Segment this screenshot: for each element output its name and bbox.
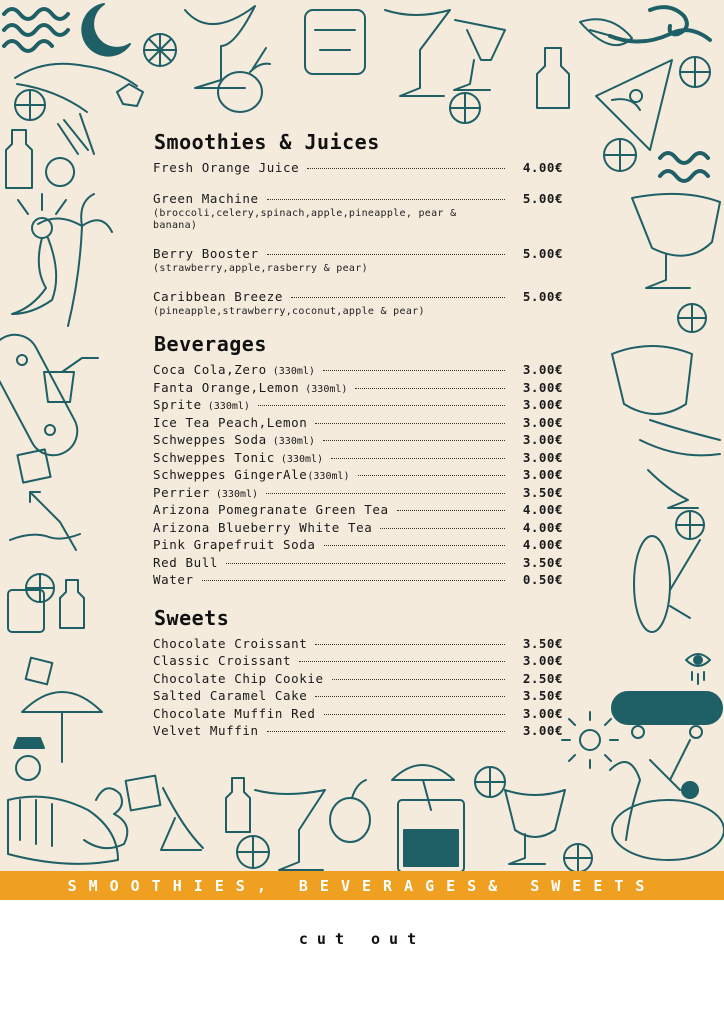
item-price: 3.00€ xyxy=(522,432,563,447)
item-price: 4.00€ xyxy=(522,502,563,517)
menu-item xyxy=(153,362,563,380)
dot-leader xyxy=(397,510,505,511)
menu-item xyxy=(153,502,563,520)
plate-doodle xyxy=(634,536,700,632)
item-name: Classic Croissant xyxy=(153,653,292,668)
item-price: 2.50€ xyxy=(522,670,563,686)
menu-item xyxy=(153,572,563,590)
item-name: Ice Tea Peach,Lemon xyxy=(153,414,308,430)
menu-item xyxy=(153,555,563,573)
item-name: Chocolate Croissant xyxy=(153,635,308,651)
dot-leader xyxy=(332,679,505,680)
eye-doodle xyxy=(686,654,710,684)
item-price: 4.00€ xyxy=(522,160,563,175)
item-name: Arizona Blueberry White Tea xyxy=(153,519,373,535)
waves-doodle xyxy=(4,9,68,51)
item-price: 3.00€ xyxy=(522,379,563,395)
menu-item xyxy=(153,246,563,275)
item-name: Red Bull xyxy=(153,554,219,570)
item-price: 3.00€ xyxy=(522,723,563,738)
dot-leader xyxy=(315,644,505,645)
item-name: Arizona Pomegranate Green Tea xyxy=(153,502,389,517)
category-banner xyxy=(0,871,724,900)
banner-text: SMOOTHIES, BEVERAGES& SWEETS xyxy=(67,876,657,895)
menu-item xyxy=(153,160,563,177)
dot-leader xyxy=(299,661,505,662)
item-name: Perrier xyxy=(153,484,210,500)
duck-doodle xyxy=(84,788,127,848)
menu-content xyxy=(153,130,563,741)
dot-leader xyxy=(266,493,505,494)
dot-leader xyxy=(307,168,505,169)
item-name: Salted Caramel Cake xyxy=(153,688,308,703)
right-hand-glass-doodle xyxy=(612,346,720,508)
menu-item xyxy=(153,653,563,671)
item-price: 0.50€ xyxy=(522,572,563,587)
menu-item xyxy=(153,415,563,433)
dot-leader xyxy=(315,423,505,424)
item-price: 3.50€ xyxy=(522,484,563,500)
menu-item xyxy=(153,671,563,689)
dot-leader xyxy=(315,696,505,697)
juices-section xyxy=(153,130,563,318)
item-name: Pink Grapefruit Soda xyxy=(153,537,316,552)
cut-out-label: cut out xyxy=(298,930,426,948)
item-price: 5.00€ xyxy=(522,289,563,304)
menu-item xyxy=(153,380,563,398)
palm-tree-doodle xyxy=(38,194,112,326)
dot-leader xyxy=(226,563,505,564)
item-price: 4.00€ xyxy=(522,537,563,552)
item-size: (330ml) xyxy=(305,383,348,395)
item-description: (strawberry,apple,rasberry & pear) xyxy=(153,263,368,274)
dot-leader xyxy=(358,475,505,476)
section-title-beverages: Beverages xyxy=(154,332,267,356)
item-name: Fanta Orange,Lemon xyxy=(153,379,300,395)
item-price: 4.00€ xyxy=(522,519,563,535)
item-name: Sprite xyxy=(153,397,202,412)
menu-item xyxy=(153,636,563,654)
item-size: (330ml) xyxy=(307,471,350,482)
pizza-slice-doodle xyxy=(596,60,672,150)
menu-item xyxy=(153,450,563,468)
item-name: Fresh Orange Juice xyxy=(153,160,300,175)
mermaid-doodle xyxy=(12,194,66,314)
dot-leader xyxy=(323,440,505,441)
umbrella-drink-doodle xyxy=(22,692,102,762)
item-price: 5.00€ xyxy=(522,191,563,206)
menu-item xyxy=(153,485,563,503)
section-title-sweets: Sweets xyxy=(154,605,230,630)
umbrella-glass-doodle xyxy=(392,765,464,871)
dot-leader xyxy=(324,545,505,546)
menu-item xyxy=(153,191,563,232)
item-size: (330ml) xyxy=(272,366,315,377)
arrow-hand-doodle xyxy=(10,492,80,550)
menu-item xyxy=(153,467,563,485)
menu-item xyxy=(153,706,563,724)
item-name: Green Machine xyxy=(153,191,259,206)
item-price: 3.00€ xyxy=(522,653,563,668)
item-description: (pineapple,strawberry,coconut,apple & pear) xyxy=(153,306,425,317)
menu-item xyxy=(153,520,563,538)
dot-leader xyxy=(380,528,505,529)
item-name: Velvet Muffin xyxy=(153,723,259,738)
item-name: Chocolate Chip Cookie xyxy=(153,670,324,686)
dot-leader xyxy=(267,254,505,255)
skeleton-hand-doodle xyxy=(46,114,94,186)
item-price: 3.00€ xyxy=(522,705,563,721)
menu-item xyxy=(153,397,563,415)
menu-item xyxy=(153,289,563,318)
item-name: Coca Cola,Zero xyxy=(153,362,267,377)
menu-item xyxy=(153,537,563,555)
menu-item xyxy=(153,688,563,706)
dot-leader xyxy=(331,458,505,459)
item-description: (broccoli,celery,spinach,apple,pineapple, pear & banana) xyxy=(153,208,457,231)
item-price: 3.00€ xyxy=(522,467,563,482)
section-title-juices: Smoothies & Juices xyxy=(154,130,380,154)
item-price: 3.00€ xyxy=(522,362,563,377)
item-price: 3.50€ xyxy=(522,688,563,703)
item-name: Berry Booster xyxy=(153,246,259,261)
item-size: (330ml) xyxy=(207,401,250,412)
sun-doodle xyxy=(562,712,618,768)
dot-leader xyxy=(202,580,505,581)
dot-leader xyxy=(355,388,505,389)
item-price: 3.00€ xyxy=(522,449,563,465)
sweets-section xyxy=(153,606,563,741)
item-name: Schweppes Tonic xyxy=(153,449,275,465)
item-price: 3.50€ xyxy=(522,554,563,570)
dot-leader xyxy=(323,370,505,371)
dot-leader xyxy=(291,297,505,298)
item-name: Caribbean Breeze xyxy=(153,289,284,304)
dot-leader xyxy=(267,199,505,200)
item-name: Schweppes Soda xyxy=(153,432,267,447)
item-price: 3.00€ xyxy=(522,414,563,430)
dot-leader xyxy=(258,405,505,406)
dot-leader xyxy=(267,731,505,732)
item-name: Chocolate Muffin Red xyxy=(153,705,316,721)
item-size: (330ml) xyxy=(272,436,315,447)
item-price: 3.50€ xyxy=(522,635,563,651)
item-name: Water xyxy=(153,572,194,587)
flamingo-float-doodle xyxy=(610,740,724,860)
item-size: (330ml) xyxy=(215,488,259,500)
menu-item xyxy=(153,723,563,741)
beverages-section xyxy=(153,332,563,590)
crescent-moon-doodle xyxy=(82,4,130,56)
item-name: Schweppes GingerAle xyxy=(153,467,308,482)
menu-item xyxy=(153,432,563,450)
dot-leader xyxy=(324,714,505,715)
item-price: 3.00€ xyxy=(522,397,563,412)
item-price: 5.00€ xyxy=(522,246,563,261)
item-size: (330ml) xyxy=(280,453,324,465)
